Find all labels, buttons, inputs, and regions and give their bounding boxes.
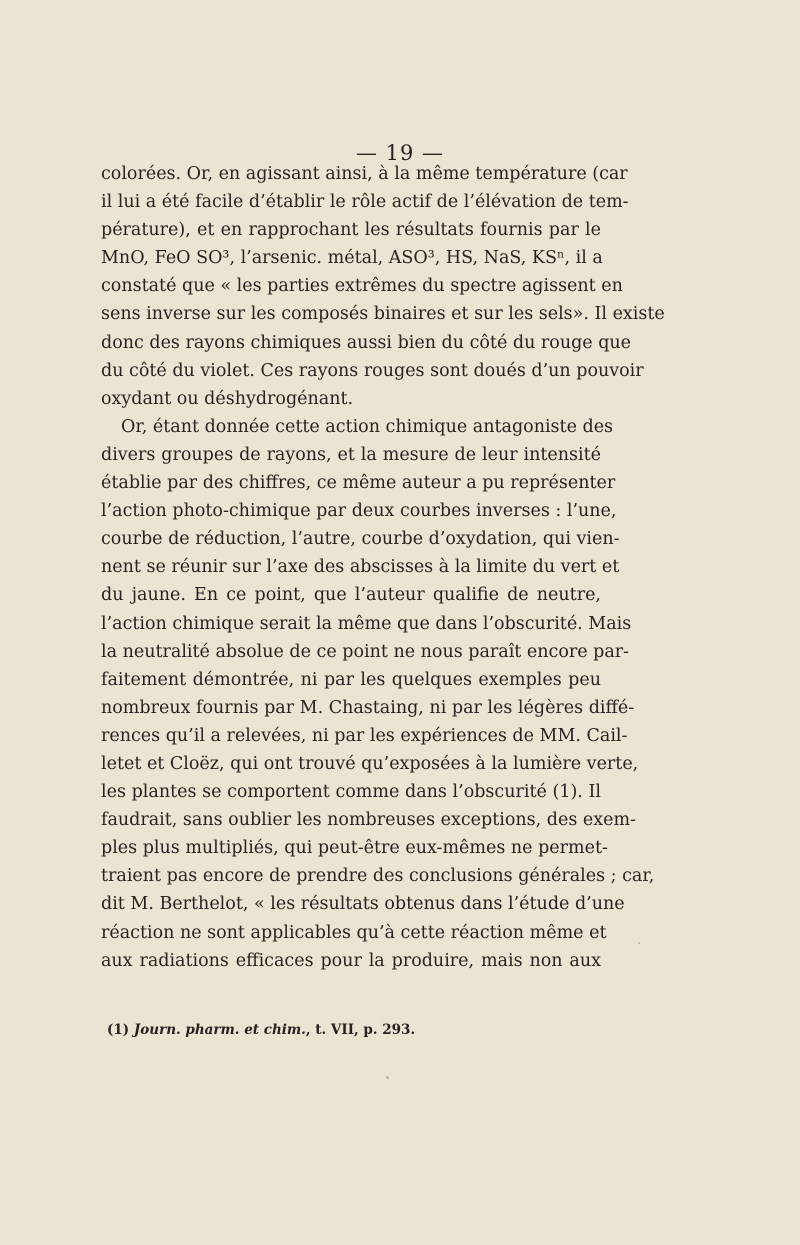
footnote-marker: (1) (107, 1022, 134, 1038)
paragraph-1 (101, 160, 665, 413)
footnote (107, 1022, 415, 1038)
page-number: — 19 — (355, 141, 445, 165)
footnote-reference: , t. VII, p. 293. (305, 1022, 416, 1038)
text-line: faitement démontrée, ni par les quelques exemples peu (101, 669, 601, 690)
footnote-journal: Journ. pharm. et chim. (133, 1022, 306, 1038)
text-line: divers groupes de rayons, et la mesure de leur intensité (101, 444, 601, 465)
text-line: faudrait, sans oublier les nombreuses exceptions, des exem- (101, 810, 636, 831)
text-line: courbe de réduction, l’autre, courbe d’oxydation, qui vien- (101, 529, 620, 550)
text-line: traient pas encore de prendre des conclusions générales ; car, (101, 866, 655, 887)
text-line: la neutralité absolue de ce point ne nous paraît encore par- (101, 641, 630, 662)
text-line: sens inverse sur les composés binaires et sur les sels». Il existe (101, 304, 665, 325)
text-line: du côté du violet. Ces rayons rouges sont doués d’un pouvoir (101, 360, 644, 381)
text-line: letet et Cloëz, qui ont trouvé qu’exposées à la lumière verte, (101, 753, 639, 774)
text-line: donc des rayons chimiques aussi bien du côté du rouge que (101, 332, 632, 353)
text-line: nent se réunir sur l’axe des abscisses à la limite du vert et (101, 557, 620, 578)
text-line: aux radiations efficaces pour la produire, mais non aux (101, 950, 601, 971)
body-text (101, 160, 665, 975)
text-line: constaté que « les parties extrêmes du spectre agissent en (101, 276, 623, 297)
text-line: les plantes se comportent comme dans l’obscurité (1). Il (101, 782, 601, 803)
text-line: Or, étant donnée cette action chimique antagoniste des (121, 416, 614, 437)
text-line: il lui a été facile d’établir le rôle actif de l’élévation de tem- (101, 192, 629, 213)
text-line: oxydant ou déshydrogénant. (101, 388, 354, 409)
text-line: établie par des chiffres, ce même auteur a pu représenter (101, 473, 616, 494)
paper-speck (638, 942, 640, 944)
text-line: l’action photo-chimique par deux courbes inverses : l’une, (101, 501, 617, 522)
text-line: colorées. Or, en agissant ainsi, à la même température (car (101, 164, 628, 184)
text-line: du jaune. En ce point, que l’auteur qualifie de neutre, (101, 585, 601, 606)
text-line: pérature), et en rapprochant les résultats fournis par le (101, 220, 601, 241)
paragraph-2 (101, 413, 655, 975)
paper-speck (386, 1076, 389, 1079)
text-line: rences qu’il a relevées, ni par les expériences de MM. Cail- (101, 725, 628, 746)
text-line: MnO, FeO SO³, l’arsenic. métal, ASO³, HS, NaS, KSⁿ, il a (101, 248, 603, 269)
text-line: l’action chimique serait la même que dans l’obscurité. Mais (101, 613, 632, 634)
text-line: dit M. Berthelot, « les résultats obtenus dans l’étude d’une (101, 894, 625, 915)
text-line: ples plus multipliés, qui peut-être eux-mêmes ne permet- (101, 838, 608, 859)
text-line: nombreux fournis par M. Chastaing, ni par les légères diffé- (101, 697, 635, 718)
text-line: réaction ne sont applicables qu’à cette réaction même et (101, 922, 607, 943)
